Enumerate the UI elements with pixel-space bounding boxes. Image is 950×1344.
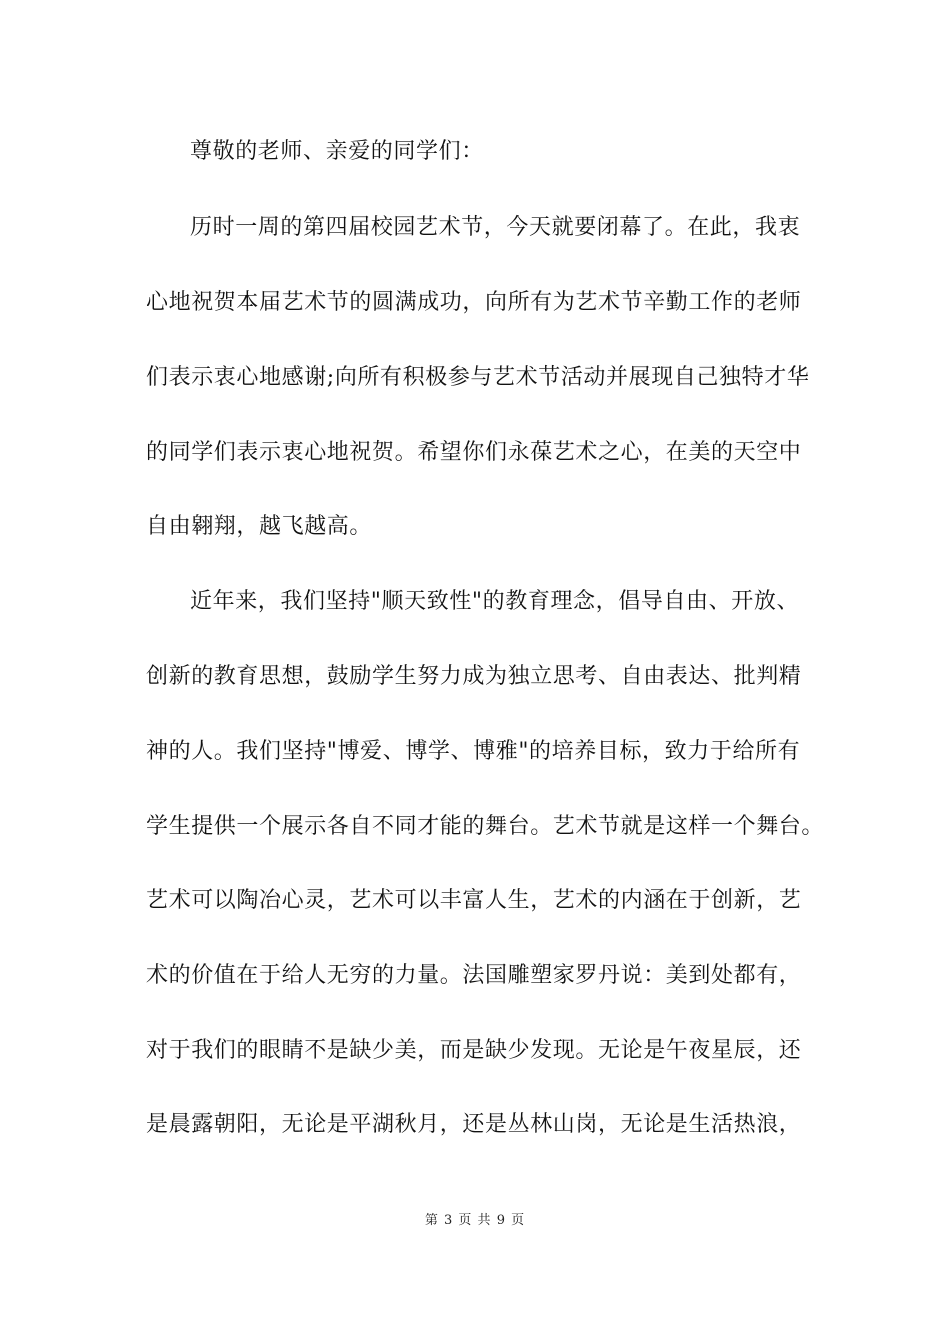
paragraph-line: 是晨露朝阳，无论是平湖秋月，还是丛林山岗，无论是生活热浪， <box>146 1112 802 1137</box>
paragraph-line: 神的人。我们坚持"博爱、博学、博雅"的培养目标，致力于给所有 <box>146 739 801 764</box>
paragraph-line: 自由翱翔，越飞越高。 <box>146 514 373 539</box>
paragraph-line: 的同学们表示衷心地祝贺。希望你们永葆艺术之心，在美的天空中 <box>146 440 802 465</box>
paragraph-line: 历时一周的第四届校园艺术节，今天就要闭幕了。在此，我衷 <box>190 215 801 240</box>
paragraph-line: 对于我们的眼睛不是缺少美，而是缺少发现。无论是午夜星辰，还 <box>146 1038 802 1063</box>
paragraph-line: 近年来，我们坚持"顺天致性"的教育理念，倡导自由、开放、 <box>190 589 800 614</box>
page-number-footer: 第 3 页 共 9 页 <box>424 1213 526 1228</box>
paragraph-line: 学生提供一个展示各自不同才能的舞台。艺术节就是这样一个舞台。 <box>146 814 825 839</box>
paragraph-line: 们表示衷心地感谢;向所有积极参与艺术节活动并展现自己独特才华 <box>146 365 810 390</box>
paragraph-line: 心地祝贺本届艺术节的圆满成功，向所有为艺术节辛勤工作的老师 <box>146 290 802 315</box>
paragraph-line: 艺术可以陶冶心灵，艺术可以丰富人生，艺术的内涵在于创新，艺 <box>146 888 802 913</box>
greeting-line: 尊敬的老师、亲爱的同学们： <box>190 139 484 164</box>
paragraph-line: 创新的教育思想，鼓励学生努力成为独立思考、自由表达、批判精 <box>146 664 802 689</box>
paragraph-line: 术的价值在于给人无穷的力量。法国雕塑家罗丹说：美到处都有， <box>146 963 802 988</box>
